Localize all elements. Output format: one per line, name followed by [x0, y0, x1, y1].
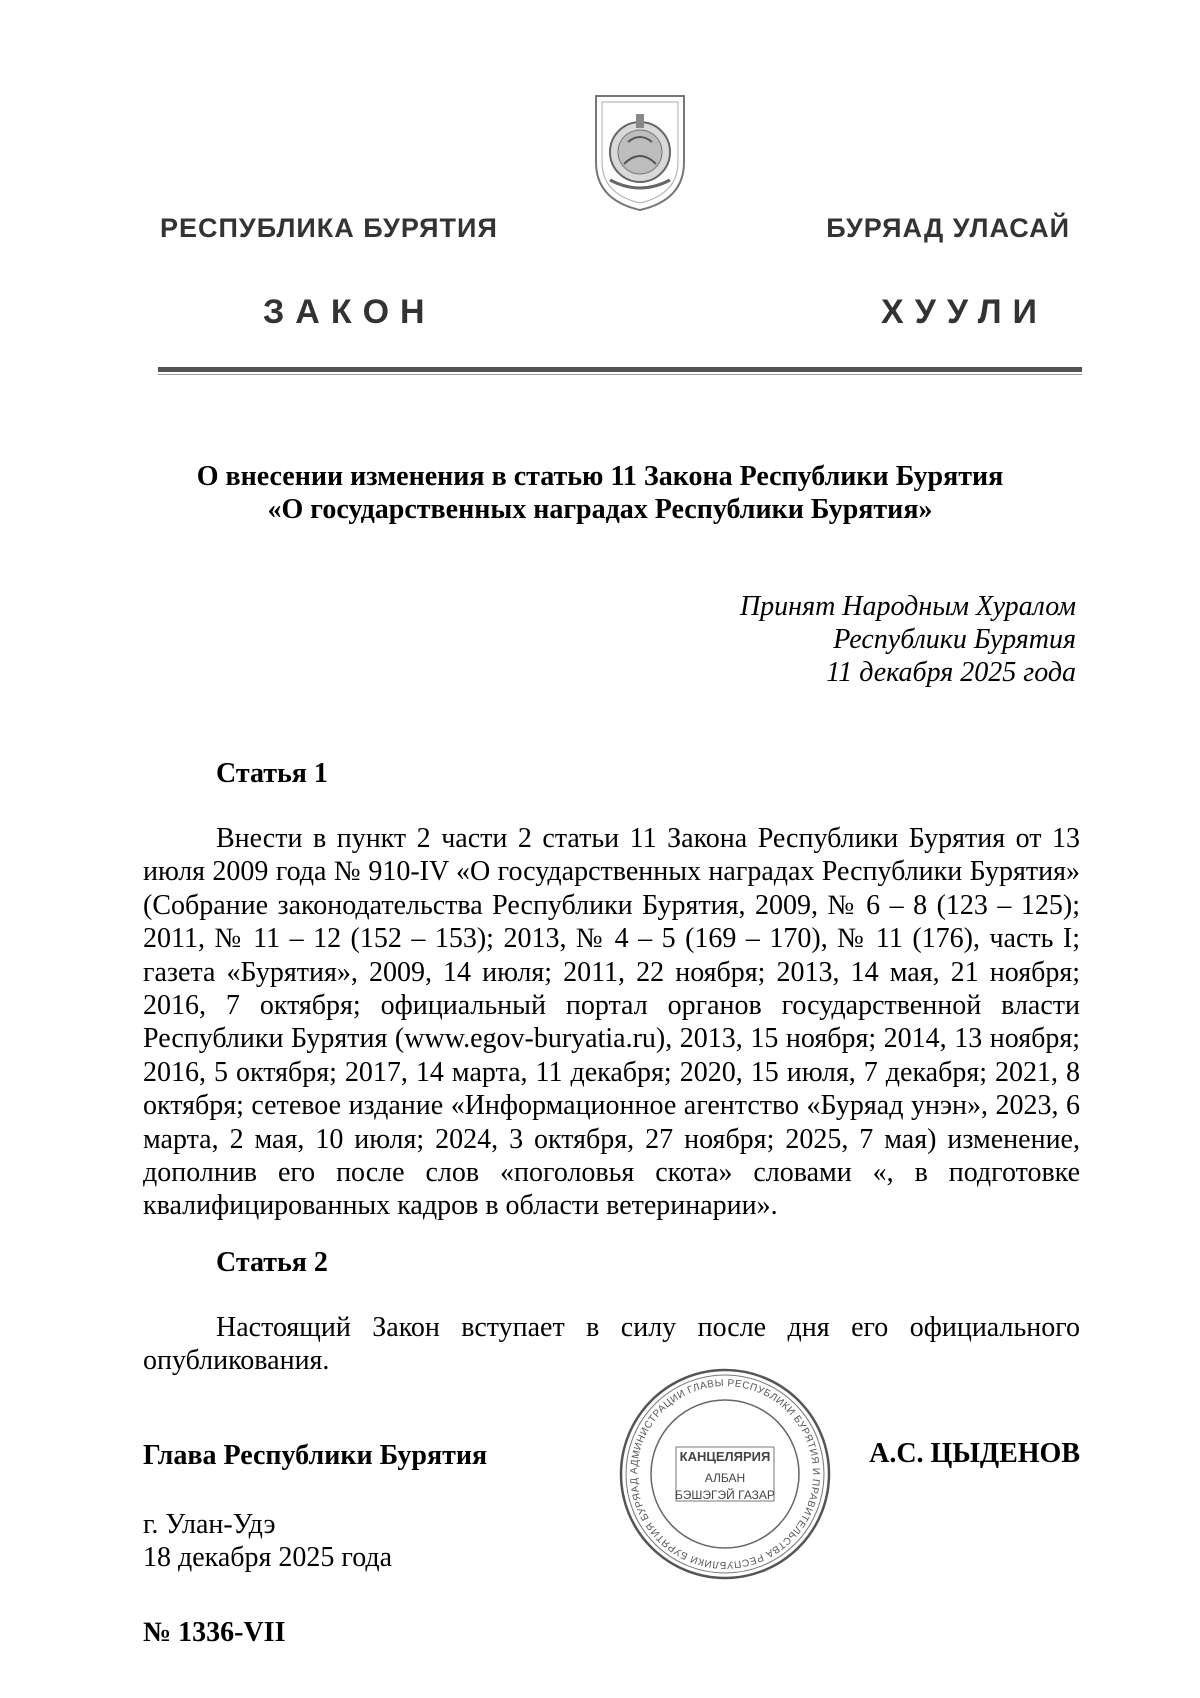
seal-ring-text: АДМИНИСТРАЦИИ ГЛАВЫ РЕСПУБЛИКИ БУРЯТИЯ И ПРАВИТЕЛЬСТВА РЕСПУБЛИКИ БУРЯТИЯ БУРЯАД — [628, 1377, 822, 1571]
article2-text: Настоящий Закон вступает в силу после дня его официального опубликования. — [143, 1312, 1080, 1377]
republic-name-buryat: БУРЯАД УЛАСАЙ — [826, 213, 1070, 243]
signing-city: г. Улан-Удэ — [143, 1509, 276, 1540]
signing-date: 18 декабря 2025 года — [143, 1542, 393, 1573]
republic-name-russian: РЕСПУБЛИКА БУРЯТИЯ — [160, 213, 498, 243]
signatory-position: Глава Республики Бурятия — [143, 1440, 488, 1471]
adoption-line1: Принят Народным Хуралом — [739, 591, 1076, 622]
adoption-line2: Республики Бурятия — [833, 624, 1076, 655]
law-title — [100, 460, 1100, 526]
header-divider-thin — [158, 374, 1082, 375]
adoption-note — [740, 590, 1076, 689]
article1-text: Внести в пункт 2 части 2 статьи 11 Закона Республики Бурятия от 13 июля 2009 года № 910-IV «О государственных наградах Республики Бурятия» (Собрание законодательства Республики Бурятия, 2009, № 6 – 8 (123 – 125); 2011, № 11 – 12 (152 – 153); 2013, № 4 – 5 (169 – 170), № 11 (176), часть I; газета «Бурятия», 2009, 14 июля; 2011, 22 ноября; 2013, 14 мая, 21 ноября; 2016, 7 октября; официальный портал органов государственной власти Республики Бурятия (www.egov-buryatia.ru), 2013, 15 ноября; 2014, 13 ноября; 2016, 5 октября; 2017, 14 марта, 11 декабря; 2020, 15 июля, 7 декабря; 2021, 8 октября; сетевое издание «Информационное агентство «Буряад унэн», 2023, 6 марта, 2 мая, 10 июля; 2024, 3 октября, 27 ноября; 2025, 7 мая) изменение, дополнив его после слов «поголовья скота» словами «, в подготовке квалифицированных кадров в области ветеринарии». — [143, 823, 1080, 1222]
coat-of-arms-emblem — [590, 92, 690, 214]
signatory-name: А.С. ЦЫДЕНОВ — [869, 1438, 1080, 1469]
signing-place-date — [143, 1508, 392, 1574]
law-label-buryat: ХУУЛИ — [881, 293, 1048, 331]
adoption-date: 11 декабря 2025 года — [826, 657, 1076, 688]
seal-line1: КАНЦЕЛЯРИЯ — [679, 1449, 771, 1464]
seal-line3: БЭШЭГЭЙ ГАЗАР — [675, 1488, 775, 1502]
header-divider — [158, 367, 1082, 372]
law-label-russian: ЗАКОН — [263, 293, 436, 331]
svg-text:АДМИНИСТРАЦИИ ГЛАВЫ РЕСПУБЛИКИ — [618, 1367, 821, 1570]
official-seal — [618, 1367, 832, 1581]
article2-heading: Статья 2 — [216, 1247, 328, 1278]
law-title-line2: «О государственных наградах Республики Бурятия» — [267, 494, 933, 525]
seal-line2: АЛБАН — [704, 1471, 746, 1485]
article1-heading: Статья 1 — [216, 758, 328, 789]
law-number: № 1336-VII — [143, 1617, 286, 1648]
law-title-line1: О внесении изменения в статью 11 Закона Республики Бурятия — [196, 461, 1004, 492]
